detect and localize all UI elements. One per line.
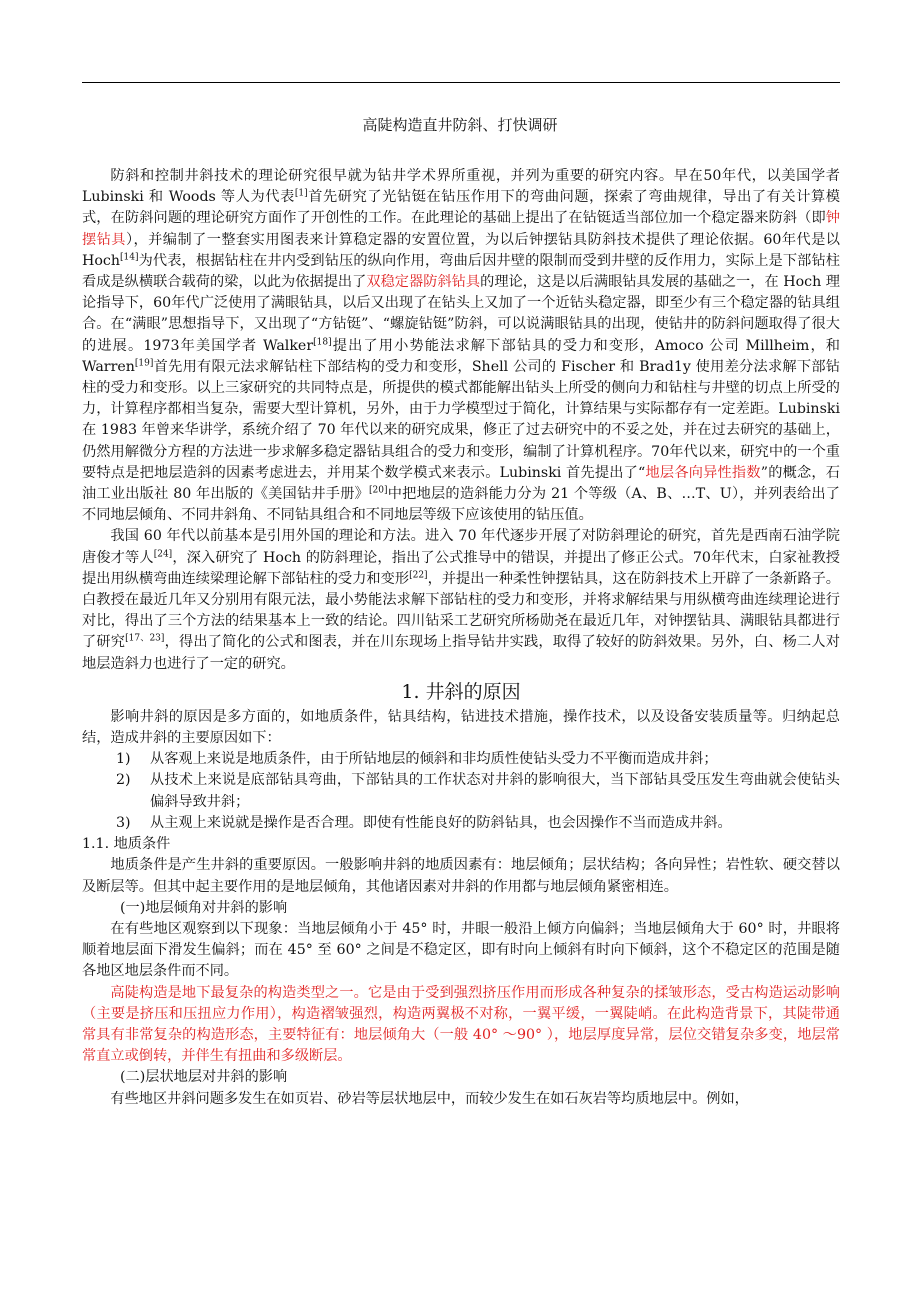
citation: [24] (153, 548, 173, 559)
citation: [18] (313, 336, 332, 347)
subsection-paragraph: 地质条件是产生井斜的重要原因。一般影响井斜的地质因素有：地层倾角；层状结构；各向异性；岩性软、硬交替以及断层等。但其中起主要作用的是地层倾角，其他诸因素对井斜的作用都与地层倾角紧密相连。 (82, 857, 840, 895)
steep-structure-paragraph: 高陡构造是地下最复杂的构造类型之一。它是由于受到强烈挤压作用而形成各种复杂的揉皱形态，受古构造运动影响（主要是挤压和压扭应力作用），构造褶皱强烈，构造两翼极不对称，一翼平缓，一翼陡峭。在此构造背景下，其陡带通常具有非常复杂的构造形态，主要特征有：地层倾角大（一般 40° ～90° ），地层厚度异常，层位交错复杂多变，地层常常直立或倒转，并伴生有扭曲和多级断层。 (82, 984, 840, 1065)
text-run: 首先用有限元法求解钻柱下部结构的受力和变形，Shell 公司的 Fischer 和 Brad1y 使用差分法求解下部钻柱的受力和变形。以上三家研究的共同特点是，所提供的模式都能解出钻头上所受的侧向力和钻柱与井壁的切点上所受的力，计算程序都相当复杂，需要大型计算机，另外，由于力学模型过于简化，计算结果与实际都存有一定差距。Lubinski 在 1983 年曾来华讲学，系统介绍了 70 年代以来的研究成果，修正了过去研究中的不妥之处，并在过去研究的基础上，仍然用解微分方程的方法进一步求解多稳定器钻具组合的受力和变形，编制了计算机程序。70年代以来，研究中的一个重要特点是把地层造斜的因素考虑进去，并用某个数学模式来表示。Lubinski 首先提出了“ (82, 358, 840, 481)
text-run: 提出了用小势能法求解下部钻具的受力和变形，Amoco 公司 Millheim，和 Warren (82, 337, 840, 375)
text-run: 我国 60 年代以前基本是引用外国的理论和方法。进入 70 年代逐步开展了对防斜理论的研究，首先是西南石油学院唐俊才等人 (82, 528, 840, 566)
sub-heading-dip: (一)地层倾角对井斜的影响 (120, 899, 288, 916)
section-heading: 1. 井斜的原因 (401, 680, 521, 703)
text-run: 为代表，根据钻柱在井内受到钻压的纵向作用，弯曲后因井壁的限制而受到井壁的反作用力，实际上是下部钻柱看成是纵横联合载荷的梁，以此为依据提出了 (82, 252, 840, 291)
intro-paragraph-1 (82, 166, 840, 526)
highlight-term: 钟摆钻具 (82, 210, 840, 248)
text-run: ，深入研究了 Hoch 的防斜理论，指出了公式推导中的错误，并提出了修正公式。70年代末，白家祉教授提出用纵横弯曲连续梁理论解下部钻柱的受力和变形 (82, 549, 840, 587)
citation: [19] (134, 358, 154, 369)
list-item (82, 770, 840, 812)
text-run: ），并编制了一整套实用图表来计算稳定器的安置位置，为以后钟摆钻具防斜技术提供了理论依据。60年代是以 Hoch (82, 231, 840, 269)
citation: [20] (369, 485, 388, 496)
list-number: 2) (116, 772, 131, 789)
highlight-term: 双稳定器防斜钻具 (366, 274, 481, 291)
citation: [14] (120, 252, 139, 263)
list-text: 从技术上来说是底部钻具弯曲，下部钻具的工作状态对井斜的影响很大，当下部钻具受压发生弯曲就会使钻头偏斜导致井斜； (150, 772, 840, 810)
list-item (82, 813, 840, 834)
list-text: 从客观上来说是地质条件，由于所钻地层的倾斜和非均质性使钻头受力不平衡而造成井斜； (150, 751, 718, 768)
document-body (82, 166, 840, 1110)
citation: [1] (294, 188, 308, 199)
text-run: 防斜和控制井斜技术的理论研究很早就为钻井学术界所重视，并列为重要的研究内容。早在50年代，以美国学者 Lubinski 和 Woods 等人为代表 (82, 168, 840, 206)
subsection-heading: 1.1. 地质条件 (82, 836, 171, 853)
list-number: 1) (116, 751, 131, 768)
list-text: 从主观上来说就是操作是否合理。即使有性能良好的防斜钻具，也会因操作不当而造成井斜。 (150, 814, 732, 831)
list-number: 3) (116, 814, 131, 831)
section-intro: 影响井斜的原因是多方面的，如地质条件，钻具结构，钻进技术措施，操作技术，以及设备安装质量等。归纳起总结，造成井斜的主要原因如下： (82, 708, 840, 747)
text-run: ”的概念，石油工业出版社 80 年出版的《美国钻井手册》 (82, 464, 840, 503)
text-run: ，并提出一种柔性钟摆钻具，这在防斜技术上开辟了一条新路子。白教授在最近几年又分别用有限元法，最小势能法求解下部钻柱的受力和变形，并将求解结果与用纵横弯曲连续理论进行对比，得出了三个方法的结果基本上一致的结论。四川钻采工艺研究所杨勋尧在最近几年，对钟摆钻具、满眼钻具都进行了研究 (82, 570, 840, 651)
citation: [17、23] (125, 633, 165, 644)
top-rule (82, 82, 840, 83)
text-run: 首先研究了光钻铤在钻压作用下的弯曲问题，探索了弯曲规律，导出了有关计算模式，在防斜问题的理论研究方面作了开创性的工作。在此理论的基础上提出了在钻铤适当部位加一个稳定器来防斜（即 (82, 189, 840, 227)
citation: [22] (409, 570, 428, 581)
highlight-term: 地层各向异性指数 (645, 464, 761, 481)
text-run: ，得出了简化的公式和图表，并在川东现场上指导钻井实践，取得了较好的防斜效果。另外，白、杨二人对地层造斜力也进行了一定的研究。 (82, 634, 840, 672)
text-run: 的理论，这是以后满眼钻具发展的基础之一，在 Hoch 理论指导下，60年代广泛使用了满眼钻具，以后又出现了在钻头上又加了一个近钻头稳定器，即至少有三个稳定器的钻具组合。在“满眼”思想指导下，又出现了“方钻铤”、“螺旋钻铤”防斜，可以说满眼钻具的出现，使钻井的防斜问题取得了很大的进展。1973年美国学者 Walker (82, 274, 840, 354)
layered-paragraph: 有些地区井斜问题多发生在如页岩、砂岩等层状地层中，而较少发生在如石灰岩等均质地层中。例如， (110, 1090, 749, 1107)
dip-paragraph: 在有些地区观察到以下现象：当地层倾角小于 45° 时，井眼一般沿上倾方向偏斜；当地层倾角大于 60° 时，井眼将顺着地层面下滑发生偏斜；而在 45° 至 60° 之间是不稳定区，即有时向上倾斜有时向下倾斜，这个不稳定区的范围是随各地区地层条件而不同。 (82, 920, 840, 980)
text-run: 中把地层的造斜能力分为 21 个等级（A、B、…T、U），并列表给出了不同地层倾角、不同井斜角、不同钻具组合和不同地层等级下应该使用的钻压值。 (82, 486, 840, 524)
page-title: 高陡构造直井防斜、打快调研 (362, 116, 558, 134)
sub-heading-layered: (二)层状地层对井斜的影响 (120, 1069, 288, 1086)
list-item (82, 749, 840, 770)
intro-paragraph-2 (82, 526, 840, 674)
